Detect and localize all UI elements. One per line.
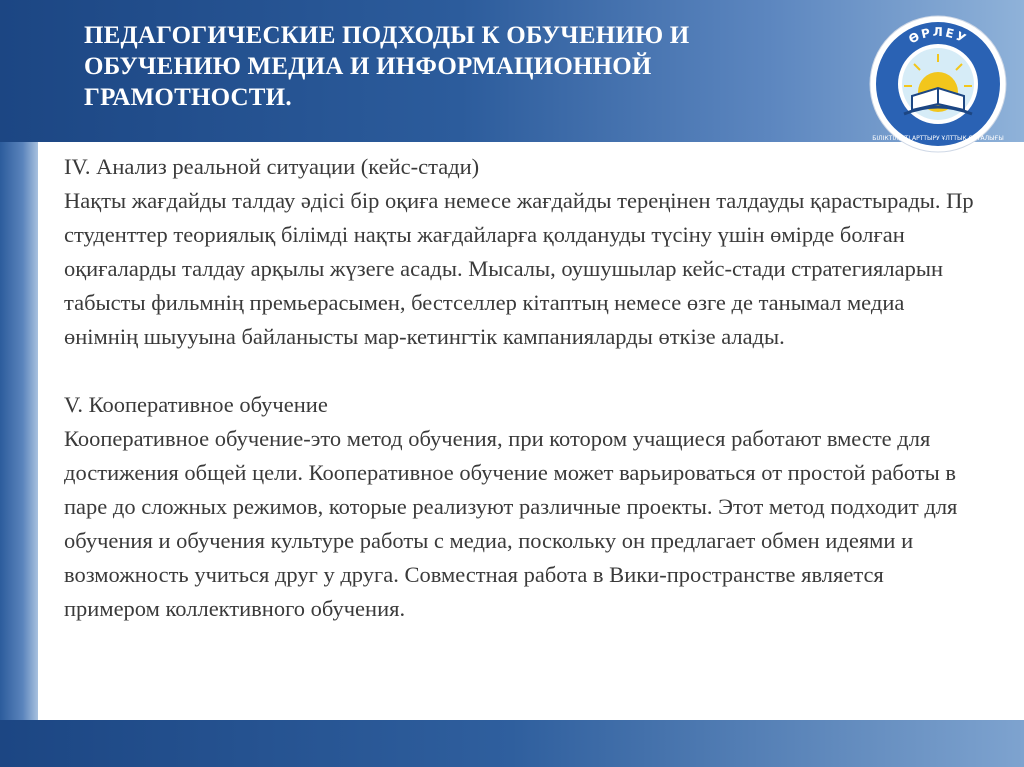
orleu-logo	[868, 14, 1008, 154]
section-5-body: Кооперативное обучение-это метод обучения, при котором учащиеся работают вместе для достижения общей цели. Кооперативное обучение может варьироваться от простой работы в паре до сложных режимов, которые реализуют различные проекты. Этот метод подходит для обучения и обучения культуре работы с медиа, поскольку он предлагает обмен идеями и возможность учиться друг у друга. Совместная работа в Вики-пространстве является примером коллективного обучения.	[64, 426, 958, 621]
slide-body	[64, 150, 974, 626]
logo-ring-text: БІЛІКТІЛІКТІ АРТТЫРУ ҰЛТТЫҚ ОРТАЛЫҒЫ	[872, 135, 1004, 142]
bottom-band	[0, 720, 1024, 767]
section-5-heading: V. Кооперативное обучение	[64, 392, 328, 417]
section-4-heading: IV. Анализ реальной ситуации (кейс-стади)	[64, 154, 480, 179]
logo-top-text: ӨРЛЕУ	[906, 24, 970, 47]
slide-title: ПЕДАГОГИЧЕСКИЕ ПОДХОДЫ К ОБУЧЕНИЮ И ОБУЧЕНИЮ МЕДИА И ИНФОРМАЦИОННОЙ ГРАМОТНОСТИ.	[84, 22, 690, 111]
section-spacer	[64, 354, 974, 388]
side-band	[0, 142, 38, 720]
section-4-body: Нақты жағдайды талдау әдісі бір оқиға немесе жағдайды тереңінен талдауды қарастырады. Пр студенттер теориялық білімді нақты жағдайларға қолдануды түсіну үшін өмірде болған оқиғаларды талдау арқылы жүзеге асады. Мысалы, оушушылар кейс-стади стратегияларын табысты фильмнің премьерасымен, бестселлер кітаптың немесе өзге де танымал медиа өнімнің шыууына байланысты мар-кетингтік кампанияларды өткізе алады.	[64, 188, 974, 349]
